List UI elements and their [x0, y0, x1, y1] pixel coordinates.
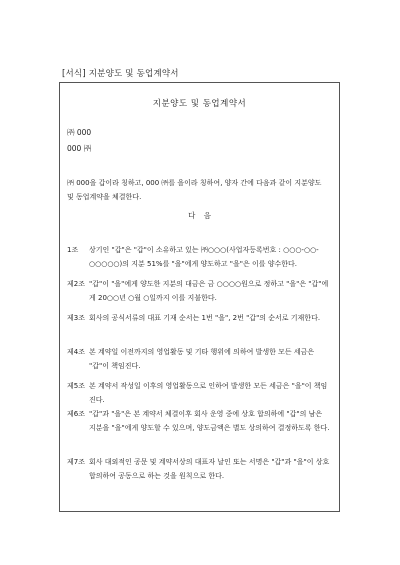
article-text: 상기인 "갑"은 "갑"이 소유하고 있는 ㈜○○○(사업자등록번호 : ○○○-○○-○○○○○)의 지분 51%를 "을"에게 양도하고 "을"은 이를 양수한다. — [89, 246, 319, 268]
article-text: 회사 대외적인 공문 및 계약서상의 대표자 날인 또는 서명은 "갑"과 "을"이 상호 합의하여 공동으로 하는 것을 원칙으로 한다. — [89, 458, 330, 480]
article-number: 제6조 — [67, 410, 85, 418]
section-heading: 다 음 — [188, 211, 211, 220]
article-2 — [67, 277, 330, 305]
article-text: "갑"이 "을"에게 양도한 지분의 대금은 금 ○○○○원으로 정하고 "을"은 "갑"에게 20○○년 ○월 ○일까지 이를 지불한다. — [89, 280, 329, 302]
article-number: 제4조 — [67, 348, 85, 356]
article-number: 제2조 — [67, 280, 85, 288]
article-text: 본 계약일 이전까지의 영업활동 및 기타 행위에 의하여 발생한 모든 세금은 "갑"이 책임진다. — [89, 348, 315, 370]
article-text: 회사의 공식서류의 대표 기재 순서는 1번 "을", 2번 "갑"의 순서로 기재한다. — [89, 314, 321, 322]
form-label: [서식] 지분양도 및 동업계약서 — [62, 69, 179, 79]
article-number: 제7조 — [67, 458, 85, 466]
article-number: 제5조 — [67, 382, 85, 390]
article-4 — [67, 345, 330, 373]
party-a: ㈜ 000 — [67, 128, 92, 137]
article-3 — [67, 311, 330, 325]
article-text: 본 계약서 작성일 이후의 영업활동으로 인하여 발생한 모든 세금은 "을"이 책임진다. — [89, 382, 328, 404]
contract-document — [59, 82, 340, 512]
article-5 — [67, 379, 330, 407]
article-1 — [67, 243, 330, 271]
article-number: 제3조 — [67, 314, 85, 322]
party-b: 000 ㈜ — [67, 144, 92, 153]
article-7 — [67, 455, 330, 483]
article-6 — [67, 407, 330, 435]
document-title: 지분양도 및 동업계약서 — [152, 99, 247, 109]
intro-paragraph: ㈜ 000을 갑이라 칭하고, 000 ㈜를 을이라 칭하여, 양자 간에 다음과 같이 지분양도 및 동업계약을 체결한다. — [67, 179, 322, 201]
article-number: 1조 — [67, 246, 79, 254]
article-text: "갑"과 "을"은 본 계약서 체결이후 회사 운영 중에 상호 합의하에 "갑"의 남은 지분을 "을"에게 양도할 수 있으며, 양도금액은 별도 상의하여 결정하도록 한다. — [89, 410, 330, 432]
